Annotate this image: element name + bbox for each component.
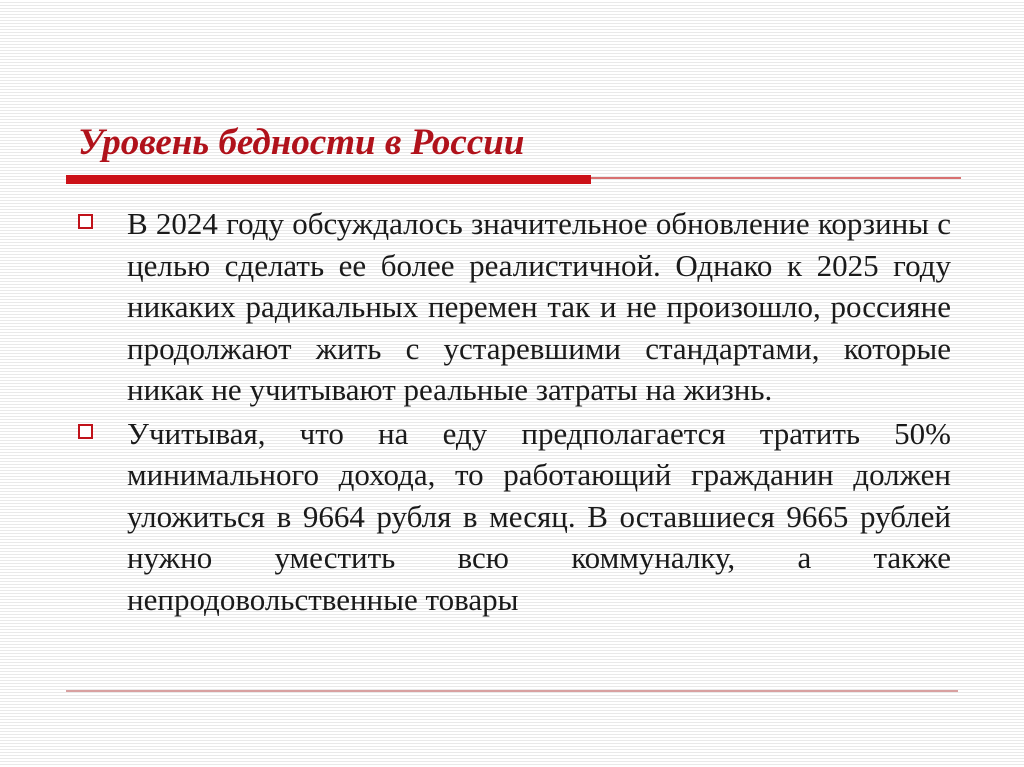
slide-title: Уровень бедности в России [78,122,525,163]
bullet-text: Учитывая, что на еду предполагается тратить 50% минимального дохода, то работающий гражданин должен уложиться в 9664 рубля в месяц. В оставшиеся 9665 рублей нужно уместить всю коммуналку, а также непродовольственные товары [127,415,951,617]
bullet-item [78,203,951,411]
footer-divider [66,690,958,692]
bullet-text: В 2024 году обсуждалось значительное обновление корзины с целью сделать ее более реалистичной. Однако к 2025 году никаких радикальных перемен так и не произошло, россияне продолжают жить с устаревшими стандартами, которые никак не учитывают реальные затраты на жизнь. [127,206,951,407]
title-underline-thin [591,177,961,179]
bullet-item [78,413,951,621]
hollow-square-icon [78,214,93,229]
bullet-list [78,203,951,622]
title-underline-thick [66,175,591,184]
hollow-square-icon [78,424,93,439]
